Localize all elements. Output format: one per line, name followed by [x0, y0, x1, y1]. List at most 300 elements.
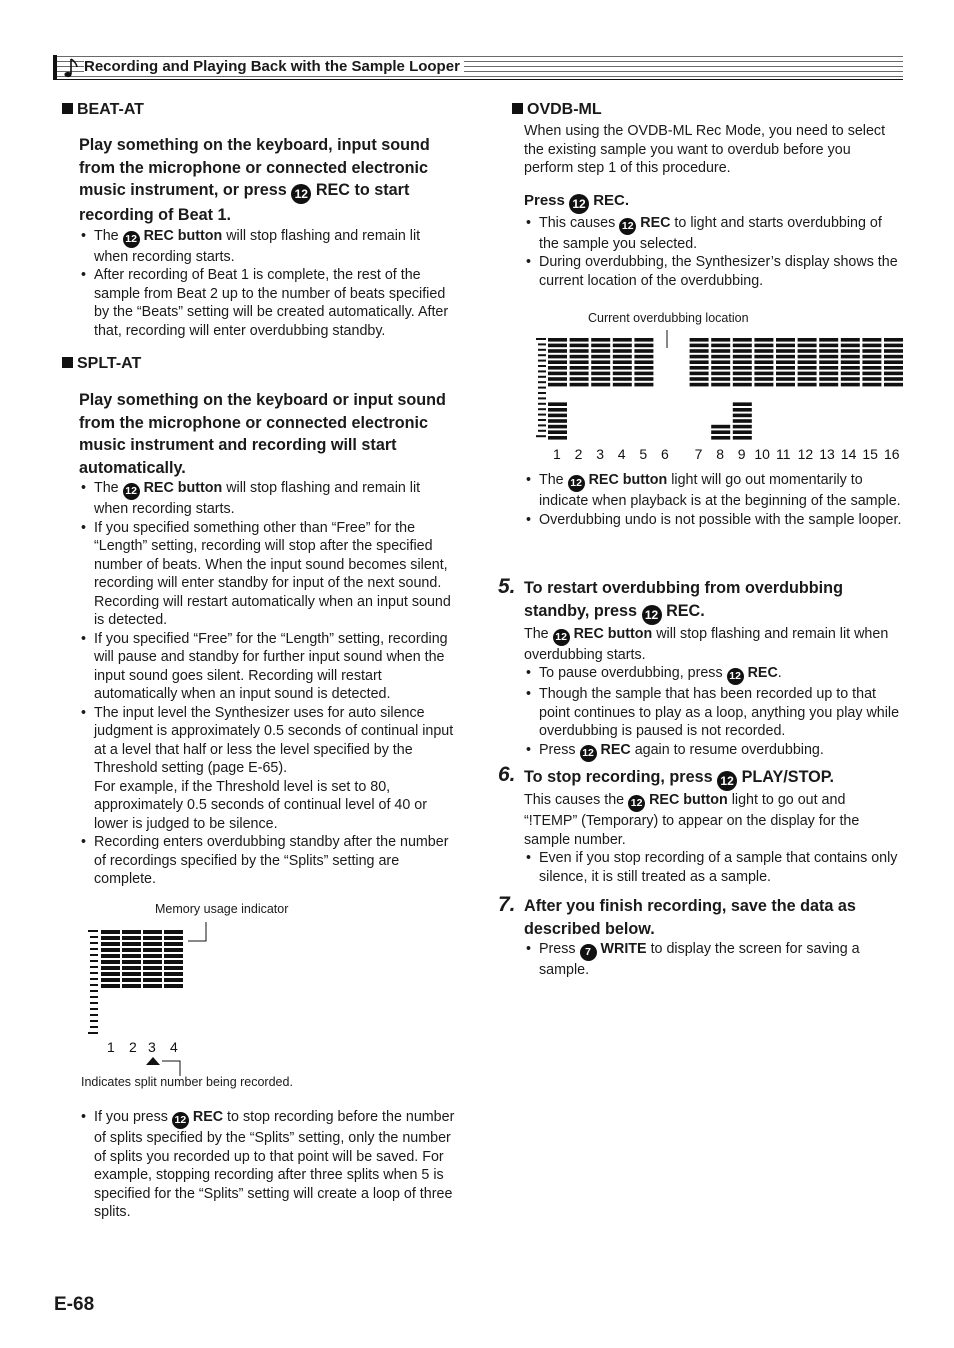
write-number-icon: 7: [580, 944, 597, 961]
level-bar: [613, 355, 632, 359]
level-bar: [591, 338, 610, 342]
list-item: • If you specified something other than “Free” for the “Length” setting, recording will stop after the specified number of beats. When the input sound becomes silent, recording will enter standby for input of the next sound. Recording will restart automatically when an input sound is detected.: [79, 519, 457, 630]
level-tick: [536, 338, 546, 340]
level-bar: [798, 360, 817, 364]
level-bar: [613, 349, 632, 353]
list-item: • Though the sample that has been recorded up to that point continues to play as a loop, anything you play while overdubbing is paused is not recorded.: [524, 685, 902, 741]
splits-label: 4: [617, 446, 626, 462]
level-bar: [776, 349, 795, 353]
level-bar: [548, 408, 567, 412]
step-7: [524, 895, 902, 980]
step-6-title: To stop recording, press 12 PLAY/STOP.: [524, 766, 902, 791]
level-bar: [819, 372, 838, 376]
level-bar: [711, 360, 730, 364]
step-number-6: 6.: [498, 763, 516, 786]
level-bar: [711, 425, 730, 429]
level-bar: [570, 383, 589, 387]
ovdb-intro: When using the OVDB-ML Rec Mode, you need to select the existing sample you want to overdub before you perform step 1 of this procedure.: [524, 123, 886, 177]
step-7-title: After you finish recording, save the data as described below.: [524, 897, 856, 938]
level-bar: [862, 360, 881, 364]
level-bar: [164, 930, 183, 934]
level-bar: [634, 372, 653, 376]
level-bar: [862, 377, 881, 381]
level-bar: [798, 344, 817, 348]
level-bar: [122, 966, 141, 970]
level-bar: [570, 349, 589, 353]
level-bar: [143, 966, 162, 970]
splits-label: 9: [737, 446, 746, 462]
level-bar: [591, 366, 610, 370]
split-arrow-icon: [146, 1057, 160, 1065]
level-bar: [841, 355, 860, 359]
level-bar: [570, 366, 589, 370]
level-bar: [711, 436, 730, 440]
level-bar: [164, 984, 183, 988]
split-number-caption: Indicates split number being recorded.: [81, 1075, 293, 1089]
level-bar: [548, 366, 567, 370]
level-bar: [634, 355, 653, 359]
rec-number-icon: 12: [568, 475, 585, 492]
level-bar: [122, 954, 141, 958]
rec-number-icon: 12: [172, 1112, 189, 1129]
level-bar: [143, 978, 162, 982]
level-bar: [819, 349, 838, 353]
splits-label: 14: [840, 446, 857, 462]
level-bar: [798, 349, 817, 353]
level-bar: [884, 360, 903, 364]
level-tick: [538, 376, 546, 378]
splits-label: 16: [884, 446, 900, 462]
level-bar: [164, 972, 183, 976]
level-bar: [819, 360, 838, 364]
level-bar: [591, 344, 610, 348]
step-number-7: 7.: [498, 893, 516, 916]
level-bar: [143, 960, 162, 964]
level-bar: [613, 383, 632, 387]
level-bar: [613, 366, 632, 370]
level-bar: [841, 372, 860, 376]
level-bar: [634, 338, 653, 342]
split-label: 2: [129, 1039, 137, 1055]
step-beat-at: Play something on the keyboard, input sound from the microphone or connected electronic music instrument, or press 12 REC to start recording of Beat 1.: [79, 136, 430, 224]
level-bar: [776, 383, 795, 387]
level-bar: [690, 355, 709, 359]
level-bar: [798, 338, 817, 342]
level-bar: [143, 984, 162, 988]
level-bar: [733, 349, 752, 353]
level-bar: [733, 383, 752, 387]
level-bar: [548, 383, 567, 387]
level-bar: [690, 377, 709, 381]
level-tick: [538, 343, 546, 345]
step-5-title: To restart overdubbing from overdubbing standby, press 12 REC.: [524, 577, 902, 625]
level-bar: [711, 383, 730, 387]
level-bar: [819, 338, 838, 342]
level-bar: [884, 349, 903, 353]
level-bar: [548, 372, 567, 376]
list-item: • Overdubbing undo is not possible with the sample looper.: [524, 511, 902, 530]
splits-label: 12: [797, 446, 814, 462]
section-heading-beat-at: BEAT-AT: [62, 100, 457, 120]
splits-label: 2: [574, 446, 583, 462]
level-bar: [754, 344, 773, 348]
level-bar: [733, 408, 752, 412]
rec-number-icon: 12: [553, 629, 570, 646]
level-bar: [690, 349, 709, 353]
level-bar: [776, 338, 795, 342]
splits-label: 3: [596, 446, 604, 462]
header-bar: [53, 55, 57, 80]
left-column: [79, 100, 457, 889]
level-bar: [570, 355, 589, 359]
level-bar: [613, 360, 632, 364]
level-bar: [798, 366, 817, 370]
step-7-notes: [524, 940, 902, 980]
level-bar: [841, 377, 860, 381]
level-bar: [776, 344, 795, 348]
level-bar: [164, 954, 183, 958]
rec-number-icon: 12: [727, 668, 744, 685]
level-bar: [733, 425, 752, 429]
level-bar: [164, 978, 183, 982]
level-bar: [733, 402, 752, 406]
split-label: 1: [107, 1039, 115, 1055]
level-bar: [164, 948, 183, 952]
level-bar: [798, 383, 817, 387]
rec-number-icon: 12: [580, 745, 597, 762]
level-bar: [690, 372, 709, 376]
level-bar: [591, 383, 610, 387]
level-bar: [101, 966, 120, 970]
overdub-display: [533, 328, 903, 468]
level-bar: [613, 372, 632, 376]
level-bar: [754, 355, 773, 359]
level-bar: [548, 360, 567, 364]
level-bar: [841, 338, 860, 342]
level-bar: [634, 349, 653, 353]
level-bar: [548, 402, 567, 406]
level-bar: [776, 377, 795, 381]
step-number-5: 5.: [498, 575, 516, 598]
level-bar: [754, 360, 773, 364]
level-bar: [862, 383, 881, 387]
rec-number-icon: 12: [642, 605, 662, 625]
rec-number-icon: 12: [628, 795, 645, 812]
level-bar: [841, 366, 860, 370]
level-bar: [122, 984, 141, 988]
level-bar: [754, 338, 773, 342]
level-bar: [143, 936, 162, 940]
list-item: • The 12 REC button will stop flashing and remain lit when recording starts.: [79, 479, 457, 519]
section-heading-ovdb-ml: OVDB-ML: [512, 100, 902, 120]
level-bar: [570, 338, 589, 342]
right-column: [524, 100, 902, 290]
level-bar: [733, 377, 752, 381]
left-column-bottom: [79, 1108, 457, 1222]
level-tick: [538, 403, 546, 405]
level-bar: [711, 338, 730, 342]
level-bar: [101, 930, 120, 934]
level-bar: [819, 366, 838, 370]
right-column-mid: [524, 471, 902, 529]
level-bar: [634, 366, 653, 370]
list-item: • The 12 REC button will stop flashing and remain lit when recording starts.: [79, 227, 457, 267]
splits-label: 6: [661, 446, 669, 462]
level-bar: [613, 377, 632, 381]
level-bar: [841, 383, 860, 387]
rec-number-icon: 12: [619, 218, 636, 235]
level-bar: [143, 954, 162, 958]
level-bar: [143, 942, 162, 946]
level-bar: [690, 338, 709, 342]
level-tick: [538, 349, 546, 351]
splits-label: 13: [819, 446, 835, 462]
level-bar: [143, 972, 162, 976]
level-bar: [570, 344, 589, 348]
level-bar: [862, 349, 881, 353]
level-bar: [634, 377, 653, 381]
level-bar: [819, 344, 838, 348]
level-bar: [776, 372, 795, 376]
list-item: • To pause overdubbing, press 12 REC.: [524, 664, 902, 685]
step-6-text: This causes the 12 REC button light to go out and “!TEMP” (Temporary) to appear on the display for the sample number.: [524, 792, 860, 848]
level-bar: [841, 360, 860, 364]
overdub-location-caption: Current overdubbing location: [588, 311, 749, 325]
press-rec-instruction: Press 12 REC.: [524, 191, 902, 214]
level-bar: [754, 349, 773, 353]
memory-usage-caption: Memory usage indicator: [155, 902, 289, 916]
level-bar: [733, 344, 752, 348]
level-bar: [711, 377, 730, 381]
splits-label: 8: [716, 446, 724, 462]
level-bar: [591, 349, 610, 353]
level-bar: [122, 936, 141, 940]
level-bar: [862, 338, 881, 342]
splits-label: 1: [553, 446, 561, 462]
level-bar: [164, 936, 183, 940]
list-item: • During overdubbing, the Synthesizer’s display shows the current location of the overdubbing.: [524, 253, 902, 290]
level-bar: [754, 383, 773, 387]
ovdb-notes: [524, 214, 902, 291]
level-bar: [862, 372, 881, 376]
level-bar: [548, 414, 567, 418]
level-bar: [122, 978, 141, 982]
level-bar: [798, 377, 817, 381]
level-bar: [754, 377, 773, 381]
level-tick: [538, 430, 546, 432]
level-bar: [711, 366, 730, 370]
level-bar: [733, 430, 752, 434]
level-tick: [538, 354, 546, 356]
list-item: • If you press 12 REC to stop recording before the number of splits specified by the “Splits” setting, only the number of splits you recorded up to that point will be saved. For example, stopping recording after three splits when 5 is specified for the “Splits” setting will create a loop of three splits.: [79, 1108, 457, 1222]
level-bar: [101, 984, 120, 988]
level-bar: [101, 936, 120, 940]
list-item: • After recording of Beat 1 is complete, the rest of the sample from Beat 2 up to the number of beats specified by the “Beats” setting will be created automatically. After that, recording will enter overdubbing standby.: [79, 266, 457, 340]
level-bar: [733, 436, 752, 440]
level-tick: [538, 381, 546, 383]
level-tick: [538, 419, 546, 421]
step-6: [524, 766, 902, 886]
list-item: • The input level the Synthesizer uses for auto silence judgment is approximately 0.5 seconds of continual input at a level that half or less the level specified by the Threshold setting (page E-65). For example, if the Threshold level is set to 80, approximately 0.5 seconds of continual level of 40 or lower is judged to be silence.: [79, 704, 457, 834]
level-bar: [122, 948, 141, 952]
level-bar: [591, 372, 610, 376]
beat-at-notes: [79, 227, 457, 341]
ovdb-notes-2: [524, 471, 902, 529]
level-bar: [122, 960, 141, 964]
page-number: E-68: [54, 1294, 95, 1315]
rec-number-icon: 12: [291, 184, 311, 204]
step-5: [524, 577, 902, 762]
level-bar: [884, 338, 903, 342]
rec-number-icon: 12: [123, 231, 140, 248]
header-title: Recording and Playing Back with the Sample Looper: [84, 58, 464, 76]
level-bar: [634, 360, 653, 364]
rec-number-icon: 12: [123, 483, 140, 500]
list-item: • Press 12 REC again to resume overdubbing.: [524, 741, 902, 762]
level-bar: [570, 377, 589, 381]
list-item: • Recording enters overdubbing standby after the number of recordings specified by the “Splits” setting are complete.: [79, 833, 457, 889]
level-bar: [819, 355, 838, 359]
splits-label: 11: [776, 446, 791, 462]
level-bar: [101, 954, 120, 958]
level-bar: [711, 430, 730, 434]
level-bar: [143, 930, 162, 934]
level-bar: [548, 349, 567, 353]
level-bar: [884, 377, 903, 381]
split-label: 3: [148, 1039, 156, 1055]
level-bar: [570, 372, 589, 376]
list-item: • Even if you stop recording of a sample that contains only silence, it is still treated as a sample.: [524, 849, 902, 886]
splits-label: 7: [694, 446, 703, 462]
level-tick: [538, 387, 546, 389]
splits-label: 10: [754, 446, 770, 462]
level-bar: [634, 344, 653, 348]
level-bar: [548, 344, 567, 348]
level-bar: [548, 355, 567, 359]
level-tick: [538, 408, 546, 410]
level-bar: [776, 366, 795, 370]
step-5-text: The 12 REC button will stop flashing and remain lit when overdubbing starts.: [524, 625, 889, 663]
level-tick: [538, 424, 546, 426]
level-bar: [733, 366, 752, 370]
level-bar: [884, 355, 903, 359]
level-bar: [548, 425, 567, 429]
level-bar: [754, 366, 773, 370]
split-label: 4: [170, 1039, 178, 1055]
level-bar: [548, 377, 567, 381]
level-bar: [733, 372, 752, 376]
level-bar: [819, 383, 838, 387]
level-bar: [776, 360, 795, 364]
level-tick: [536, 435, 546, 437]
level-bar: [122, 942, 141, 946]
level-bar: [884, 366, 903, 370]
level-tick: [538, 365, 546, 367]
level-tick: [538, 392, 546, 394]
level-bar: [884, 383, 903, 387]
level-bar: [570, 360, 589, 364]
level-bar: [101, 942, 120, 946]
split-stop-note: [79, 1108, 457, 1222]
level-bar: [613, 344, 632, 348]
level-bar: [122, 930, 141, 934]
section-heading-splt-at: SPLT-AT: [62, 354, 457, 374]
level-bar: [798, 372, 817, 376]
level-bar: [862, 344, 881, 348]
level-bar: [733, 355, 752, 359]
level-bar: [101, 948, 120, 952]
level-bar: [548, 338, 567, 342]
page-header: [53, 55, 903, 80]
level-bar: [733, 360, 752, 364]
level-tick: [538, 360, 546, 362]
level-bar: [548, 436, 567, 440]
step-5-notes: [524, 664, 902, 762]
play-stop-number-icon: 12: [717, 771, 737, 791]
level-bar: [733, 338, 752, 342]
step-splt-at: Play something on the keyboard or input sound from the microphone or connected electronic music instrument and recording will start automatically.: [79, 391, 446, 477]
level-bar: [884, 344, 903, 348]
level-bar: [711, 355, 730, 359]
level-bar: [690, 344, 709, 348]
level-bar: [841, 349, 860, 353]
level-bar: [634, 383, 653, 387]
level-bar: [143, 948, 162, 952]
list-item: • The 12 REC button light will go out momentarily to indicate when playback is at the beginning of the sample.: [524, 471, 902, 511]
rec-number-icon: 12: [569, 194, 589, 214]
level-bar: [819, 377, 838, 381]
music-note-icon: [61, 57, 79, 79]
level-bar: [101, 978, 120, 982]
level-bar: [690, 360, 709, 364]
level-bar: [733, 414, 752, 418]
level-bar: [862, 355, 881, 359]
level-tick: [538, 397, 546, 399]
level-bar: [101, 972, 120, 976]
level-bar: [798, 355, 817, 359]
level-bar: [711, 344, 730, 348]
splt-at-notes: [79, 479, 457, 889]
level-bar: [591, 355, 610, 359]
level-bar: [164, 942, 183, 946]
level-bar: [122, 972, 141, 976]
level-bar: [754, 372, 773, 376]
level-tick: [538, 414, 546, 416]
level-bar: [862, 366, 881, 370]
level-bar: [548, 419, 567, 423]
level-bar: [548, 430, 567, 434]
list-item: • This causes 12 REC to light and starts overdubbing of the sample you selected.: [524, 214, 902, 254]
level-bar: [884, 372, 903, 376]
memory-usage-display: [78, 920, 318, 1080]
level-bar: [690, 366, 709, 370]
step-6-notes: [524, 849, 902, 886]
level-bar: [690, 383, 709, 387]
level-bar: [733, 419, 752, 423]
level-bar: [711, 349, 730, 353]
splits-label: 15: [862, 446, 878, 462]
level-bar: [101, 960, 120, 964]
level-bar: [841, 344, 860, 348]
splits-label: 5: [639, 446, 648, 462]
level-bar: [164, 960, 183, 964]
level-tick: [538, 370, 546, 372]
level-bar: [591, 360, 610, 364]
list-item: • If you specified “Free” for the “Length” setting, recording will pause and standby for further input sound when the input sound goes silent. Recording will restart automatically when an input sound is detected.: [79, 630, 457, 704]
level-bar: [776, 355, 795, 359]
list-item: • Press 7 WRITE to display the screen for saving a sample.: [524, 940, 902, 980]
level-bar: [711, 372, 730, 376]
